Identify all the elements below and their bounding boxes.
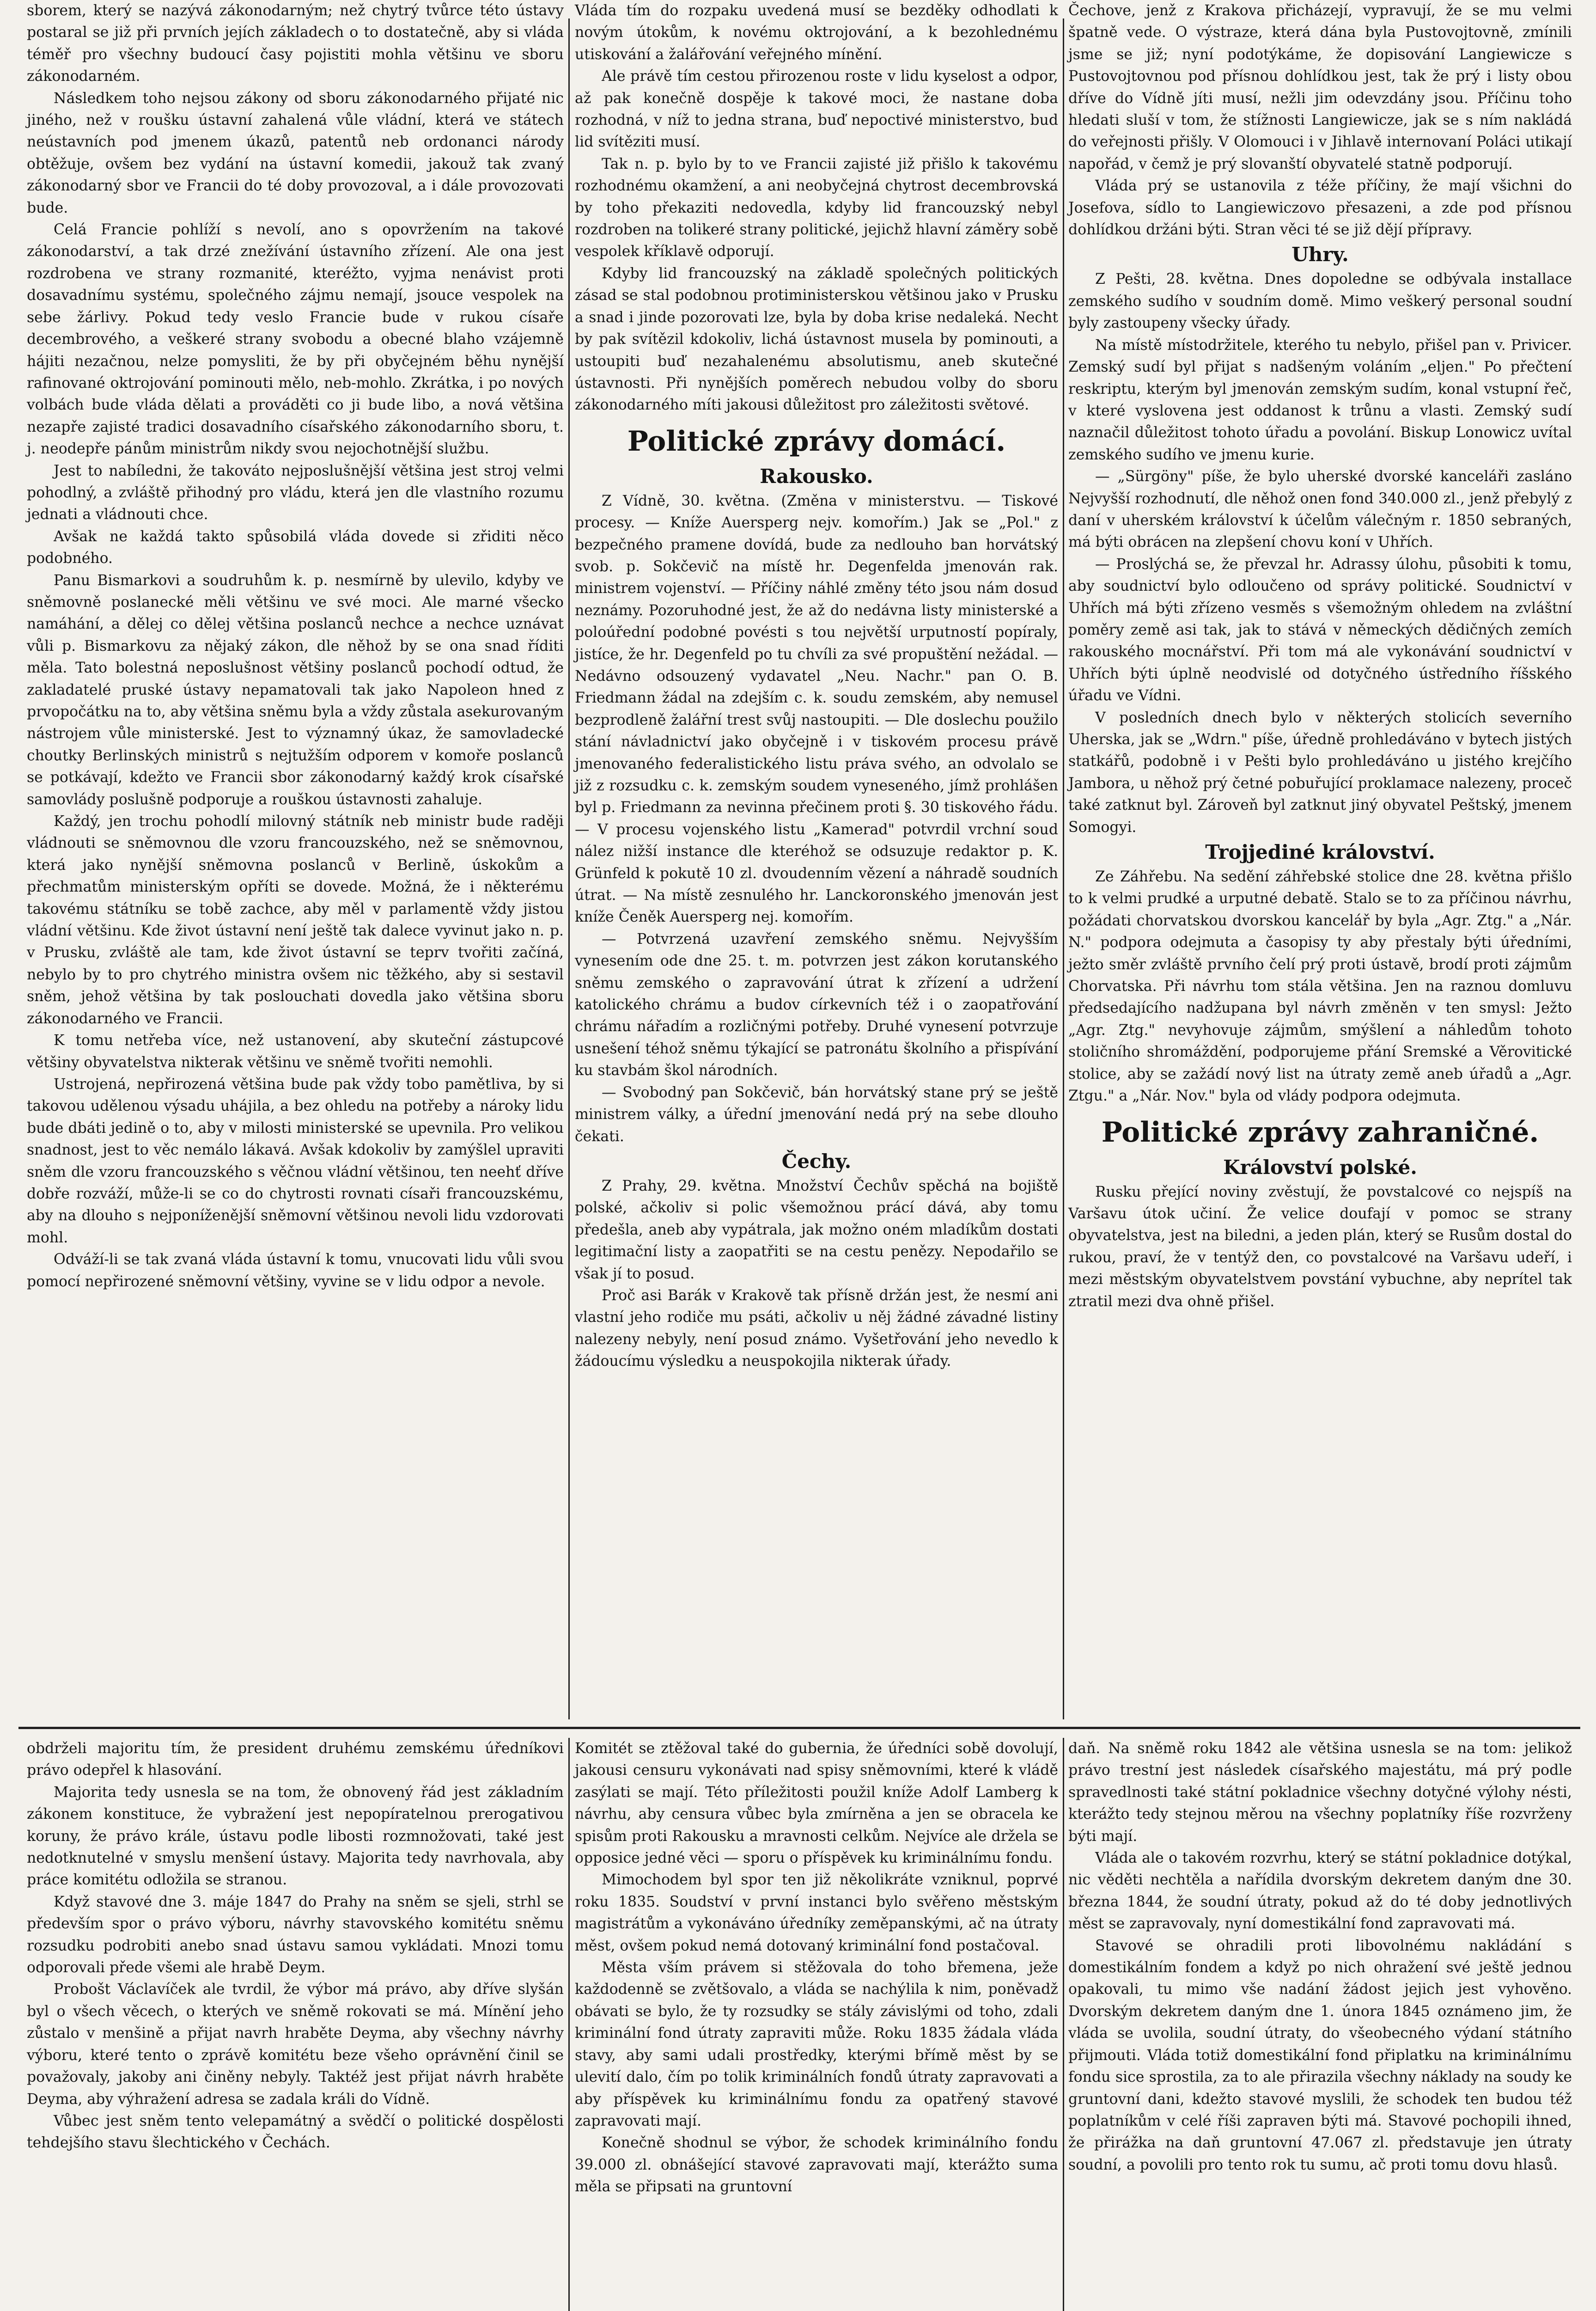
article-paragraph: Ze Záhřebu. Na sedění záhřebské stolice dne 28. května přišlo to k velmi prudké a urputné debatě. Stalo se to za příčinou návrhu, požádati chorvatskou dvorskou kancelář by byla „Agr. Ztg." a „Nár. N." podpora odejmuta a časopisy ty aby přestaly býti úředními, ježto směr zvláště prvního čelí prý proti ústavě, brodí proti zájmům Chorvatska. Při návrhu tom stála většina. Jen na raznou domluvu předsedajícího nadžupana byl návrh změněn v ten smysl: Ježto „Agr. Ztg." nevyhovuje zájmům, smýšlení a náhledům tohoto stoličního shromáždění, podporujeme přání Sremské a Věrovitické stolice, aby se zažádí nový list na útraty země aneb úřadů a „Agr. Ztgu." a „Nár. Nov." byla od vlády podpora odejmuta. [1068,868,1572,1105]
article-paragraph: Vůbec jest sněm tento velepamátný a svědčí o politické dospělosti tehdejšího stavu šlechtického v Čechách. [27,2112,564,2152]
article-paragraph: Každý, jen trochu pohodlí milovný státník neb ministr bude raději vládnouti se sněmovnou dle vzoru francouzského, než se sněmovnou, která jako nynější sněmovna poslanců v Berlině, úskokům a přechmatům ministerským opříti se dovede. Možná, že i některému takovému státníku se tobě zachce, aby měl v parlamentě vždy jistou vládní většinu. Kde život ústavní není ještě tak dalece vyvinut jako n. p. v Prusku, zvláště ale tam, kde život ústavní se teprv tvořiti začíná, nebylo by to pro chytrého ministra ovšem nic těžkého, aby si sestavil sněm, jehož většina by tak poslouchati dovedla jako většina sboru zákonodarného ve Francii. [27,813,564,1027]
column-rule [568,18,570,1719]
lower-column-1 [24,1738,567,2311]
article-paragraph: daň. Na sněmě roku 1842 ale většina usnesla se na tom: jelikož právo trestní jest následek císařského majestátu, má prý podle spravedlnosti také státní pokladnice všechny dotyčné výlohy nésti, kterážto tedy stejnou měrou na všechny poplatníky říše rozvrženy býti mají. [1068,1740,1572,1845]
article-paragraph: — Proslýchá se, že převzal hr. Adrassy úlohu, působiti k tomu, aby soudnictví bylo odloučeno od správy politické. Soudnictví v Uhřích má býti zřízeno vesměs s všemožným ohledem na zvláštní poměry země asi tak, jak to stává v německých dědičných zemích rakouského mocnářství. Při tom má ale vykonávání soudnictví v Uhřích býti úplně neodvislé od dotyčného ústředního říšského úřadu ve Vídni. [1068,556,1572,704]
section-heading: Trojjediné království. [1205,841,1435,864]
article-paragraph: Komitét se ztěžoval také do gubernia, že úředníci sobě dovolují, jakousi censuru vykonávati nad spisy sněmovními, které k vládě zasýlati se mají. Této příležitosti použil kníže Adolf Lamberg k návrhu, aby censura vůbec byla zmírněna a jen se obracela ke spisům proti Rakousku a mravnosti celkům. Nejvíce ale držela se opposice jedné věci — sporu o příspěvek ku kriminálnímu fondu. [575,1740,1058,1867]
article-paragraph: Jest to nabíledni, že takováto nejposlušnější většina jest stroj velmi pohodlný, a zvláště přihodný pro vládu, která jen dle vlastního rozumu jednati a vládnouti chce. [27,462,564,523]
article-paragraph: Ustrojená, nepřirozená většina bude pak vždy tobo pamětliva, by si takovou udělenou výsadu uhájila, a bez ohledu na potřeby a nároky lidu bude dbáti jedině o to, aby v milosti ministerské se upevnila. Pro velikou snadnost, jest to věc nemálo lákavá. Avšak kdokoliv by zamýšlel upraviti sněm dle vzoru francouzského s věčnou vládní většinou, ten neehť dříve dobře rozváží, může-li se co do chytrosti rovnati císaři francouzskému, aby na dlouho s nejponíženější sněmovní většinou nevoli lidu vzdorovati mohl. [27,1076,564,1246]
section-heading: Politické zprávy domácí. [627,425,1006,458]
upper-column-3 [1066,0,1575,1719]
article-paragraph: Vláda ale o takovém rozvrhu, který se státní pokladnice dotýkal, nic věděti nechtěla a nařídila dvorským dekretem daným dne 30. března 1844, že soudní útraty, pokud až do té doby jednotlivých měst se zapravovaly, nyní domestikální fond zapravovati má. [1068,1850,1572,1932]
column-rule [1063,1738,1064,2311]
article-paragraph: Z Prahy, 29. května. Množství Čechův spěchá na bojiště polské, ačkoliv si polic všemožnou prácí dává, aby tomu předešla, aneb aby vypátrala, jak možno oném mladíkům dostati legitimační listy a zaopatřiti se na cestu penězy. Nepodařilo se však jí to posud. [575,1177,1058,1282]
article-paragraph: Odváží-li se tak zvaná vláda ústavní k tomu, vnucovati lidu vůli svou pomocí nepřirozené sněmovní většiny, vyvine se v lidu odpor a nevole. [27,1251,564,1290]
article-paragraph: Města vším právem si stěžovala do toho břemena, ježe každodenně se zvětšovalo, a vláda se nachýlila k nim, poněvadž obávati se bylo, že ty rozsudky se stály závislými od toho, zdali kriminální fond útraty zapraviti může. Roku 1835 žádala vláda stavy, aby sami udali prostředky, kterými břímě měst by se ulevití dalo, čím po tolik kriminálních fondů útraty zapravovati a aby příspěvek ku kriminálnímu fondu za opatřený stavové zapravovati mají. [575,1959,1058,2129]
article-paragraph: Panu Bismarkovi a soudruhům k. p. nesmírně by ulevilo, kdyby ve sněmovně poslanecké měli většinu ve své moci. Ale marné všecko namáhání, a dělej co dělej většina poslanců nechce a nechce uznávat vůli p. Bismarkovu za nějaký zákon, dle něhož by se ona snad říditi měla. Tato bolestná neposlušnost většiny poslanců pochodí odtud, že zakladatelé pruské ústavy nepamatovali tak jako Napoleon hned z prvopočátku na to, aby většina sněmu byla a vždy zůstala asekurovaným nástrojem vůle ministerské. Jest to významný úkaz, že samovladecké choutky Berlinských ministrů s nejtužším odporem v komoře poslanců se potkávají, kdežto ve Francii sbor zákonodarný každý krok císařské samovlády poslušně podporuje a rouškou ústavnosti zahaluje. [27,572,564,808]
lower-column-3 [1066,1738,1575,2311]
article-paragraph: Celá Francie pohlíží s nevolí, ano s opovržením na takové zákonodarství, a tak drzé znežívání ústavního zřízení. Ale ona jest rozdrobena ve strany rozmanité, kteréžto, vyjma nenávist proti dosavadnímu systému, společného zájmu nemají, jsouce vespolek na sebe žárlivy. Pokud tedy veslo Francie bude v rukou císaře decembrového, a veškeré strany svobodu a obecné blaho vzájemně hájiti nezačnou, nelze pomysliti, že by při obyčejném běhu nynější rafinované oktrojování pominouti mělo, neb-mohlo. Zkrátka, i po nových volbách bude vláda dělati a prováděti co ji bude libo, a nová většina nezapře zajisté tradici dosavadního císařského zákonodarního sboru, t. j. neodepře pánům ministrům nikdy svou nejochotnější službu. [27,221,564,458]
article-paragraph: — Svobodný pan Sokčevič, bán horvátský stane prý se ještě ministrem války, a úřední jmenování nedá prý na sebe dlouho čekati. [575,1084,1058,1145]
article-paragraph: sborem, který se nazývá zákonodarným; než chytrý tvůrce této ústavy postaral se již při prvních jejích základech o to dostatečně, aby si vláda téměř pro všechny budoucí časy pojistiti mohla většinu ve sboru zákonodarném. [27,2,564,85]
article-paragraph: Mimochodem byl spor ten již několikráte vzniknul, poprvé roku 1835. Soudství v první instanci bylo svěřeno městským magistrátům a vykonáváno úředníky zeměpanskými, ač na útraty měst, ovšem pokud nemá dotovaný kriminální fond postačoval. [575,1871,1058,1954]
article-paragraph: Tak n. p. bylo by to ve Francii zajisté již přišlo k takovému rozhodnému okamžení, a ani neobyčejná chytrost decembrovská by toho překaziti nedovedla, kdyby lid francouzský nebyl rozdroben na tolikeré strany politické, jejichž hlavní záměry sobě vespolek kříklavě odporují. [575,155,1058,260]
section-heading: Politické zprávy zahraničné. [1101,1116,1539,1149]
article-paragraph: Z Vídně, 30. května. (Změna v ministerstvu. — Tiskové procesy. — Kníže Auersperg nejv. komořím.) Jak se „Pol." z bezpečného pramene dovídá, bude za nedlouho ban horvátský svob. p. Sokčevič na místě hr. Degenfelda jmenován rak. ministrem vojenství. — Příčiny náhlé změny této jsou nám dosud neznámy. Pozoruhodné jest, že až do nedávna listy ministerské a poloúřední podobné povésti s tou největší urputností popíraly, jistíce, že hr. Degenfeld po tu chvíli za své propuštění nežádal. — Nedávno odsouzený vydavatel „Neu. Nachr." pan O. B. Friedmann žádal na zdejším c. k. soudu zemském, aby nemusel bezprodleně žalářní trest svůj nastoupiti. — Dle doslechu použilo stání návladnictví jako obyčejně i v tiskovém procesu právě jmenovaného federalistického listu práva svého, an odvolalo se již z rozsudku c. k. zemským soudem vyneseného, jímž prohlášen byl p. Friedmann za nevinna přečinem proti §. 30 tiskového řádu. — V procesu vojenského listu „Kamerad" potvrdil vrchní soud nález nižší instance dle kteréhož se odsuzuje redaktor p. K. Grünfeld k pokutě 10 zl. dvoudenním vězení a náhradě soudních útrat. — Na místě zesnulého hr. Lanckoronského jmenován jest kníže Čeněk Auersperg nej. komořím. [575,492,1058,926]
article-paragraph: Čechove, jenž z Krakova přicházejí, vypravují, že se mu velmi špatně vede. O výstraze, která dána byla Pustovojtovně, zmínili jsme se již; nyní podotýkáme, že dopisování Langiewicze s Pustovojtovnou pod přísnou dohlídkou jest, tak že prý i listy obou dříve do Vídně jíti musí, nežli jim odevzdány jsou. Příčinu toho hledati sluší v tom, že stížnosti Langiewicze, jak se s ním nakládá do veřejnosti přišly. V Olomouci i v Jihlavě internovaní Poláci utikají napořád, v čemž je prý slovanští obyvatelé statně podporují. [1068,2,1572,172]
left-margin-scraps [0,0,6,2311]
article-paragraph: Konečně shodnul se výbor, že schodek kriminálního fondu 39.000 zl. obnášející stavové zapravovati mají, kterážto suma měla se připsati na gruntovní [575,2134,1058,2195]
column-rule [568,1738,570,2311]
article-paragraph: obdrželi majoritu tím, že president druhému zemskému úředníkovi právo odepřel k hlasování. [27,1740,564,1779]
section-heading: Čechy. [781,1149,852,1173]
article-paragraph: Když stavové dne 3. máje 1847 do Prahy na sněm se sjeli, strhl se především spor o právo výboru, návrhy stavovského komitétu sněmu rozsudku podrobiti anebo snad ústavu samou vykládati. Mnozi tomu odporovali přede všemi ale hrabě Deym. [27,1893,564,1976]
article-paragraph: Kdyby lid francouzský na základě společných politických zásad se stal podobnou protiministerskou většinou jako v Prusku a snad i jinde pozorovati lze, byla by doba krise nedaleká. Necht by pak svítězil kdokoliv, lichá ústavnost musela by pominouti, a ustoupiti buď nezahalenému absolutismu, aneb skutečné ústavnosti. Při nynějších poměrech nebudou volby do sboru zákonodarného míti jakousi důležitost pro záležitosti světové. [575,265,1058,414]
upper-column-1 [24,0,567,1719]
article-paragraph: Na místě místodržitele, kterého tu nebylo, přišel pan v. Privicer. Zemský sudí byl přijat s nadšeným voláním „eljen." Po přečtení reskriptu, kterým byl jmenován zemským sudím, konal vstupní řeč, v které vyslovena jest oddanost k trůnu a vlasti. Zemský sudí naznačil důležitost tohoto úřadu a povolání. Biskup Lonowicz uvítal zemského sudího ve jmenu kurie. [1068,336,1572,463]
article-paragraph: Z Pešti, 28. května. Dnes dopoledne se odbývala installace zemského sudího v soudním domě. Mimo veškerý personal soudní byly zastoupeny všecky úřady. [1068,271,1572,332]
section-heading: Uhry. [1291,243,1349,266]
column-rule [1063,18,1064,1719]
article-paragraph: Následkem toho nejsou zákony od sboru zákonodarného přijaté nic jiného, než v roušku ústavní zahalená vůle vládní, která ve státech neústavních pod jmenem úkazů, patentů neb ordonanci národy obtěžuje, ovšem bez vydání na ústavní komedii, jakouž tak zvaný zákonodarný sbor ve Francii do té doby provozoval, a i dále provozovati bude. [27,90,564,216]
article-paragraph: — Potvrzená uzavření zemského sněmu. Nejvyšším vynesením ode dne 25. t. m. potvrzen jest zákon korutanského sněmu zemského o zapravování útrat k zřízení a udržení katolického chrámu a budov církevních též i o zaopatřování chrámu nářadím a rozličnými potřeby. Druhé vynesení potvrzuje usnešení téhož sněmu týkající se patronátu školního a přispívání ku stavbám škol národních. [575,930,1058,1079]
article-paragraph: Vláda prý se ustanovila z téže příčiny, že mají všichni do Josefova, sídlo to Langiewiczovo přesazeni, a zde pod přísnou dohlídkou držáni býti. Stran věci té se již dějí přípravy. [1068,177,1572,238]
section-divider [18,1727,1580,1729]
lower-column-2 [572,1738,1061,2311]
article-paragraph: Probošt Václavíček ale tvrdil, že výbor má právo, aby dříve slyšán byl o všech věcech, o kterých ve sněmě rokovati se má. Mínění jeho zůstalo v menšině a přijat navrh hraběte Deyma, aby všechny návrhy výboru, které tento o zprávě komitétu beze všeho oprávnění činil se považovaly, jakoby ani činěny nebyly. Taktéž jest přijat návrh hraběte Deyma, aby výhražení adresa se zadala králi do Vídně. [27,1981,564,2108]
article-paragraph: Ale právě tím cestou přirozenou roste v lidu kyselost a odpor, až pak konečně dospěje k takové moci, že nastane doba rozhodná, v níž to jedna strana, buď nepoctivé ministerstvo, bud lid svítěziti musí. [575,68,1058,151]
article-paragraph: Majorita tedy usnesla se na tom, že obnovený řád jest základním zákonem konstituce, že vybražení jest nepopíratelnou prerogativou koruny, že právo krále, ústavu podle libosti rozmnožovati, také jest nedotknutelné v smyslu menšení ústavy. Majorita tedy navrhovala, aby práce komitétu odložila se stranou. [27,1784,564,1889]
article-paragraph: K tomu netřeba více, než ustanovení, aby skuteční zástupcové většiny obyvatelstva nikterak většinu ve sněmě tvořiti nemohli. [27,1032,564,1071]
article-paragraph: V posledních dnech bylo v některých stolicích severního Uherska, jak se „Wdrn." píše, úředně prohledáváno v bytech jistých statkářů, podobně i v Pešti bylo prohledáváno u jistého krejčího Jambora, u něhož prý četné pobuřující proklamace nalezeny, proceč také zatknut byl. Zároveň byl zatknut jiný obyvatel Peštský, jmenem Somogyi. [1068,709,1572,836]
upper-column-2 [572,0,1061,1719]
article-paragraph: Vláda tím do rozpaku uvedená musí se bezděky odhodlati k novým útokům, k novému oktrojování, a k bezohlednému utiskování a žalářování veřejného mínění. [575,2,1058,63]
article-paragraph: Rusku přející noviny zvěstují, že povstalcové co nejspíš na Varšavu útok učiní. Že velice doufají v pomoc se strany obyvatelstva, jest na biledni, a jeden plán, který se Rusům dostal do rukou, praví, že v tentýž den, co povstalcové na Varšavu udeří, i mezi městským obyvatelstvem povstání vybuchne, aby neprítel tak ztratil mezi dva ohně přišel. [1068,1183,1572,1310]
article-paragraph: Avšak ne každá takto spůsobilá vláda dovede si zřiditi něco podobného. [27,528,564,567]
article-paragraph: Stavové se ohradili proti libovolnému nakládání s domestikálním fondem a když po nich ohražení své ještě jednou opakovali, tu mimo vše nadání žádost jejich jest vyhověno. Dvorským dekretem daným dne 1. února 1845 oznámeno jim, že vláda se uvolila, soudní útraty, do všeobecného výdaní státního přijmouti. Vláda totiž domestikální fond připlatku na kriminálnímu fondu sice sprostila, za to ale přirazila všechny náklady na soudy ke gruntovní dani, kdežto stavové myslili, že schodek ten budou též poplatníkům v celé říši zapraven býti má. Stavové pochopili ihned, že přirážka na daň gruntovní 47.067 zl. představuje jen útraty soudní, a povolili pro tento rok tu sumu, ač proti tomu dovu hlasů. [1068,1937,1572,2173]
article-paragraph: Proč asi Barák v Krakově tak přísně držán jest, že nesmí ani vlastní jeho rodiče mu psáti, ačkoliv u něj žádné závadné listiny nalezeny nebyly, není posud známo. Vyšetřování jeho nevedlo k žádoucímu výsledku a neuspokojila nikterak úřady. [575,1287,1058,1370]
article-paragraph: — „Sürgöny" píše, že bylo uherské dvorské kanceláři zasláno Nejvyšší rozhodnutí, dle něhož onen fond 340.000 zl., jenž přebylý z daní v uherském království k účelům válečným r. 1850 sebraných, má býti obrácen na zlepšení chovu koní v Uhřích. [1068,468,1572,551]
section-heading: Rakousko. [760,465,873,488]
section-heading: Království polské. [1223,1156,1417,1179]
